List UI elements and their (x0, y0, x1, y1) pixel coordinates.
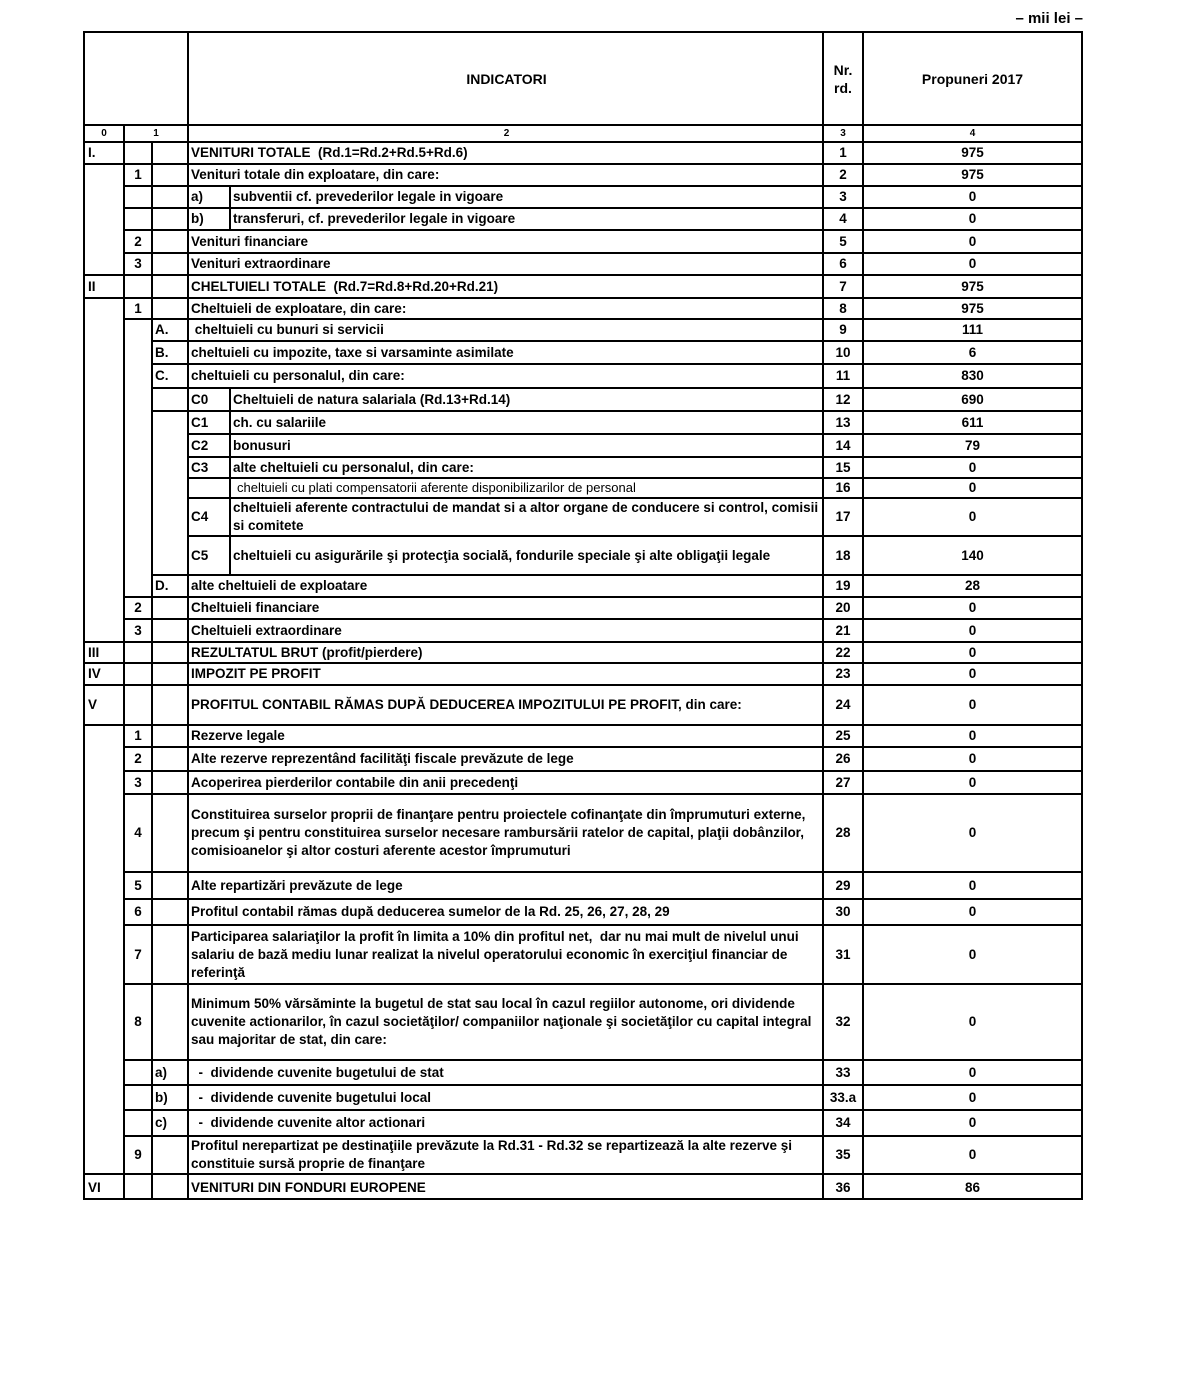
row-section-numeral: I. (88, 145, 96, 160)
row-value-propuneri-2017: 0 (862, 458, 1081, 477)
row-item-number: 6 (123, 900, 151, 924)
row-indicator-label: PROFITUL CONTABIL RĂMAS DUPĂ DEDUCEREA IMPOZITULUI PE PROFIT, din care: (187, 686, 822, 724)
row-sub-letter: C. (151, 365, 187, 387)
row-item-number (123, 643, 151, 662)
row-indicator-label: REZULTATUL BRUT (profit/pierdere) (187, 643, 822, 662)
row-number: 28 (822, 795, 862, 871)
table-row (85, 365, 1081, 389)
row-item-number: 5 (123, 873, 151, 898)
row-indicator-label: cheltuieli cu impozite, taxe si varsaminte asimilate (187, 342, 822, 363)
table-row (85, 772, 1081, 795)
row-sub-letter (151, 620, 187, 641)
row-number: 30 (822, 900, 862, 924)
row-number: 27 (822, 772, 862, 793)
budget-table (83, 31, 1083, 1200)
row-number: 18 (822, 537, 862, 574)
row-value-propuneri-2017: 0 (862, 1086, 1081, 1109)
row-item-number: 1 (123, 165, 151, 185)
row-sub-code (187, 479, 229, 497)
row-indicator-label: - dividende cuvenite altor actionari (187, 1111, 822, 1135)
row-number: 31 (822, 926, 862, 983)
row-value-propuneri-2017: 975 (862, 299, 1081, 318)
table-row (85, 187, 1081, 209)
header-cell-1 (123, 33, 151, 124)
row-item-number: 2 (123, 598, 151, 618)
row-value-propuneri-2017: 0 (862, 873, 1081, 898)
row-value-propuneri-2017: 0 (862, 1111, 1081, 1135)
row-indicator-label: Constituirea surselor proprii de finanţare pentru proiectele cofinanţate din împrumuturi externe, precum şi pentru constituirea surselor necesare rambursării ratelor de capital, plaţii dobânzilor, comisioanelor şi altor costuri aferente acestor împrumuturi (187, 795, 822, 871)
row-indicator-label: alte cheltuieli cu personalul, din care: (229, 458, 822, 477)
row-indicator-label: Profitul contabil rămas după deducerea sumelor de la Rd. 25, 26, 27, 28, 29 (187, 900, 822, 924)
row-indicator-label: Cheltuieli financiare (187, 598, 822, 618)
row-number: 1 (822, 143, 862, 163)
row-number: 2 (822, 165, 862, 185)
row-number: 33.a (822, 1086, 862, 1109)
table-row (85, 748, 1081, 772)
row-value-propuneri-2017: 0 (862, 598, 1081, 618)
row-value-propuneri-2017: 611 (862, 412, 1081, 433)
table-row (85, 458, 1081, 479)
row-item-number: 3 (123, 772, 151, 793)
row-sub-letter: c) (151, 1111, 187, 1135)
row-indicator-label: ch. cu salariile (229, 412, 822, 433)
row-value-propuneri-2017: 0 (862, 209, 1081, 229)
row-value-propuneri-2017: 0 (862, 1137, 1081, 1173)
row-sub-letter: D. (151, 576, 187, 596)
row-indicator-label: cheltuieli cu plati compensatorii aferente disponibilizarilor de personal (229, 479, 822, 497)
row-sub-letter: B. (151, 342, 187, 363)
row-sub-letter (151, 299, 187, 318)
row-sub-letter (151, 187, 187, 207)
row-sub-letter (151, 165, 187, 185)
row-sub-letter (151, 276, 187, 297)
table-row (85, 795, 1081, 873)
row-sub-letter (151, 143, 187, 163)
row-number: 3 (822, 187, 862, 207)
row-item-number: 4 (123, 795, 151, 871)
row-item-number: 3 (123, 620, 151, 641)
row-number: 16 (822, 479, 862, 497)
header-nr-rd-line2: rd. (834, 79, 852, 96)
row-number: 4 (822, 209, 862, 229)
row-value-propuneri-2017: 0 (862, 620, 1081, 641)
row-item-number (123, 1111, 151, 1135)
row-value-propuneri-2017: 0 (862, 187, 1081, 207)
row-sub-letter (151, 686, 187, 724)
row-sub-code: C4 (187, 499, 229, 535)
row-number: 36 (822, 1175, 862, 1200)
row-sub-code: C3 (187, 458, 229, 477)
row-item-number: 8 (123, 985, 151, 1059)
row-indicator-label: Cheltuieli de natura salariala (Rd.13+Rd.14) (229, 389, 822, 410)
row-value-propuneri-2017: 140 (862, 537, 1081, 574)
row-number: 17 (822, 499, 862, 535)
table-row (85, 389, 1081, 412)
row-indicator-label: alte cheltuieli de exploatare (187, 576, 822, 596)
row-number: 20 (822, 598, 862, 618)
table-row (85, 576, 1081, 598)
row-value-propuneri-2017: 0 (862, 985, 1081, 1059)
row-sub-letter (151, 643, 187, 662)
row-indicator-label: Minimum 50% vărsăminte la bugetul de stat sau local în cazul regiilor autonome, ori dividende cuvenite actionarilor, în cazul societăţilor/ companiilor naţionale şi societăţilor cu capital integral sau majoritar de stat, din care: (187, 985, 822, 1059)
row-value-propuneri-2017: 975 (862, 276, 1081, 297)
merged-cell-mask (85, 166, 123, 274)
colnum-1: 1 (123, 126, 187, 141)
row-indicator-label: cheltuieli aferente contractului de mandat si a altor organe de conducere si control, comisii si comitete (229, 499, 822, 535)
table-row (85, 342, 1081, 365)
row-indicator-label: Venituri extraordinare (187, 254, 822, 274)
row-number: 21 (822, 620, 862, 641)
merged-cell-mask (125, 321, 151, 596)
table-row (85, 1061, 1081, 1086)
table-row (85, 926, 1081, 985)
row-sub-letter (151, 873, 187, 898)
row-number: 33 (822, 1061, 862, 1084)
row-section-numeral: II (88, 278, 96, 294)
row-sub-letter (151, 598, 187, 618)
row-number: 11 (822, 365, 862, 387)
row-number: 5 (822, 231, 862, 252)
row-item-number: 2 (123, 748, 151, 770)
table-row (85, 620, 1081, 643)
header-propuneri: Propuneri 2017 (862, 33, 1081, 124)
row-indicator-label: IMPOZIT PE PROFIT (187, 664, 822, 684)
row-value-propuneri-2017: 0 (862, 479, 1081, 497)
row-indicator-label: Rezerve legale (187, 726, 822, 746)
row-number: 10 (822, 342, 862, 363)
row-section-numeral: V (88, 697, 98, 712)
merged-cell-mask (85, 727, 123, 1173)
colnum-0: 0 (101, 127, 107, 139)
row-indicator-label: Cheltuieli de exploatare, din care: (187, 299, 822, 318)
colnum-3: 3 (822, 126, 862, 141)
row-indicator-label: cheltuieli cu bunuri si servicii (187, 320, 822, 340)
header-cell-0 (85, 33, 123, 124)
row-value-propuneri-2017: 111 (862, 320, 1081, 340)
row-indicator-label: VENITURI TOTALE (Rd.1=Rd.2+Rd.5+Rd.6) (187, 143, 822, 163)
table-row (85, 985, 1081, 1061)
row-indicator-label: Alte rezerve reprezentând facilităţi fiscale prevăzute de lege (187, 748, 822, 770)
row-item-number (123, 209, 151, 229)
row-number: 6 (822, 254, 862, 274)
row-item-number (123, 1086, 151, 1109)
table-row (85, 320, 1081, 342)
row-sub-letter (151, 772, 187, 793)
row-sub-letter (151, 926, 187, 983)
row-number: 7 (822, 276, 862, 297)
row-sub-letter (151, 985, 187, 1059)
colnum-2: 2 (187, 126, 822, 141)
row-number: 12 (822, 389, 862, 410)
row-indicator-label: Alte repartizări prevăzute de lege (187, 873, 822, 898)
row-item-number: 9 (123, 1137, 151, 1173)
row-value-propuneri-2017: 79 (862, 435, 1081, 456)
row-indicator-label: Cheltuieli extraordinare (187, 620, 822, 641)
row-indicator-label: transferuri, cf. prevederilor legale in vigoare (229, 209, 822, 229)
table-header (85, 33, 1081, 126)
row-item-number: 1 (123, 299, 151, 318)
row-sub-letter (151, 748, 187, 770)
row-indicator-label: cheltuieli cu asigurările şi protecţia socială, fondurile speciale şi alte obligaţii legale (229, 537, 822, 574)
table-row (85, 1111, 1081, 1137)
row-sub-letter (151, 209, 187, 229)
table-row (85, 165, 1081, 187)
row-indicator-label: Profitul nerepartizat pe destinaţiile prevăzute la Rd.31 - Rd.32 se repartizează la alte rezerve şi constituie sursă proprie de finanţare (187, 1137, 822, 1173)
table-row (85, 726, 1081, 748)
row-sub-letter (151, 900, 187, 924)
row-number: 8 (822, 299, 862, 318)
row-value-propuneri-2017: 0 (862, 900, 1081, 924)
table-row (85, 1175, 1081, 1200)
row-indicator-label: VENITURI DIN FONDURI EUROPENE (187, 1175, 822, 1200)
row-value-propuneri-2017: 0 (862, 686, 1081, 724)
row-number: 35 (822, 1137, 862, 1173)
row-section-numeral: IV (88, 666, 101, 681)
row-sub-letter (151, 254, 187, 274)
table-row (85, 209, 1081, 231)
row-value-propuneri-2017: 0 (862, 254, 1081, 274)
table-row (85, 643, 1081, 664)
row-value-propuneri-2017: 0 (862, 664, 1081, 684)
row-value-propuneri-2017: 0 (862, 499, 1081, 535)
row-sub-code: C1 (187, 412, 229, 433)
row-value-propuneri-2017: 0 (862, 926, 1081, 983)
row-indicator-label: Acoperirea pierderilor contabile din anii precedenţi (187, 772, 822, 793)
table-row (85, 664, 1081, 686)
row-value-propuneri-2017: 0 (862, 1061, 1081, 1084)
row-number: 9 (822, 320, 862, 340)
row-number: 19 (822, 576, 862, 596)
row-sub-letter: A. (151, 320, 187, 340)
table-row (85, 537, 1081, 576)
row-sub-letter: b) (151, 1086, 187, 1109)
row-number: 32 (822, 985, 862, 1059)
row-item-number: 1 (123, 726, 151, 746)
table-row (85, 873, 1081, 900)
row-value-propuneri-2017: 6 (862, 342, 1081, 363)
row-sub-letter (151, 389, 187, 410)
table-row (85, 499, 1081, 537)
row-number: 14 (822, 435, 862, 456)
row-value-propuneri-2017: 975 (862, 143, 1081, 163)
row-sub-code: C5 (187, 537, 229, 574)
table-row (85, 412, 1081, 435)
table-row (85, 479, 1081, 499)
row-value-propuneri-2017: 28 (862, 576, 1081, 596)
row-sub-code: C0 (187, 389, 229, 410)
row-indicator-label: cheltuieli cu personalul, din care: (187, 365, 822, 387)
row-item-number (123, 143, 151, 163)
row-indicator-label: bonusuri (229, 435, 822, 456)
unit-label: – mii lei – (1015, 10, 1083, 27)
row-number: 15 (822, 458, 862, 477)
row-value-propuneri-2017: 86 (862, 1175, 1081, 1200)
row-number: 24 (822, 686, 862, 724)
table-row (85, 143, 1081, 165)
row-indicator-label: Venituri totale din exploatare, din care: (187, 165, 822, 185)
row-indicator-label: - dividende cuvenite bugetului de stat (187, 1061, 822, 1084)
row-sub-code: a) (187, 187, 229, 207)
header-nr-rd-line1: Nr. (833, 61, 853, 78)
table-row (85, 598, 1081, 620)
row-indicator-label: subventii cf. prevederilor legale in vigoare (229, 187, 822, 207)
row-number: 22 (822, 643, 862, 662)
row-indicator-label: CHELTUIELI TOTALE (Rd.7=Rd.8+Rd.20+Rd.21) (187, 276, 822, 297)
header-indicatori: INDICATORI (187, 33, 822, 124)
table-row (85, 299, 1081, 320)
row-item-number: 3 (123, 254, 151, 274)
row-sub-letter (151, 726, 187, 746)
header-nr-rd (822, 33, 862, 124)
row-item-number (123, 1061, 151, 1084)
row-number: 23 (822, 664, 862, 684)
row-sub-letter (151, 795, 187, 871)
row-value-propuneri-2017: 0 (862, 726, 1081, 746)
row-sub-letter (151, 1175, 187, 1200)
row-item-number: 7 (123, 926, 151, 983)
row-value-propuneri-2017: 690 (862, 389, 1081, 410)
table-row (85, 231, 1081, 254)
row-number: 29 (822, 873, 862, 898)
row-value-propuneri-2017: 0 (862, 795, 1081, 871)
merged-cell-mask (153, 413, 187, 574)
row-value-propuneri-2017: 0 (862, 772, 1081, 793)
row-value-propuneri-2017: 0 (862, 643, 1081, 662)
row-sub-letter (151, 231, 187, 252)
row-number: 34 (822, 1111, 862, 1135)
row-indicator-label: Venituri financiare (187, 231, 822, 252)
column-number-row (85, 126, 1081, 143)
row-item-number (123, 686, 151, 724)
merged-cell-mask (85, 300, 123, 641)
row-number: 13 (822, 412, 862, 433)
table-row (85, 1086, 1081, 1111)
row-item-number (123, 664, 151, 684)
row-value-propuneri-2017: 830 (862, 365, 1081, 387)
table-row (85, 686, 1081, 726)
row-sub-code: C2 (187, 435, 229, 456)
row-item-number: 2 (123, 231, 151, 252)
row-indicator-label: Participarea salariaţilor la profit în limita a 10% din profitul net, dar nu mai mult de nivelul unui salariu de bază mediu lunar realizat la nivelul operatorului economic în exerciţiul financiar de referinţă (187, 926, 822, 983)
row-indicator-label: - dividende cuvenite bugetului local (187, 1086, 822, 1109)
row-item-number (123, 276, 151, 297)
table-row (85, 435, 1081, 458)
row-sub-code: b) (187, 209, 229, 229)
table-row (85, 254, 1081, 276)
row-sub-letter (151, 1137, 187, 1173)
row-sub-letter (151, 664, 187, 684)
row-section-numeral: III (88, 644, 100, 660)
colnum-4: 4 (862, 126, 1081, 141)
row-item-number (123, 187, 151, 207)
row-number: 25 (822, 726, 862, 746)
row-sub-letter: a) (151, 1061, 187, 1084)
row-value-propuneri-2017: 0 (862, 748, 1081, 770)
table-row (85, 1137, 1081, 1175)
row-number: 26 (822, 748, 862, 770)
row-item-number (123, 1175, 151, 1200)
table-row (85, 900, 1081, 926)
row-section-numeral: VI (88, 1179, 101, 1195)
row-value-propuneri-2017: 975 (862, 165, 1081, 185)
row-value-propuneri-2017: 0 (862, 231, 1081, 252)
table-row (85, 276, 1081, 299)
